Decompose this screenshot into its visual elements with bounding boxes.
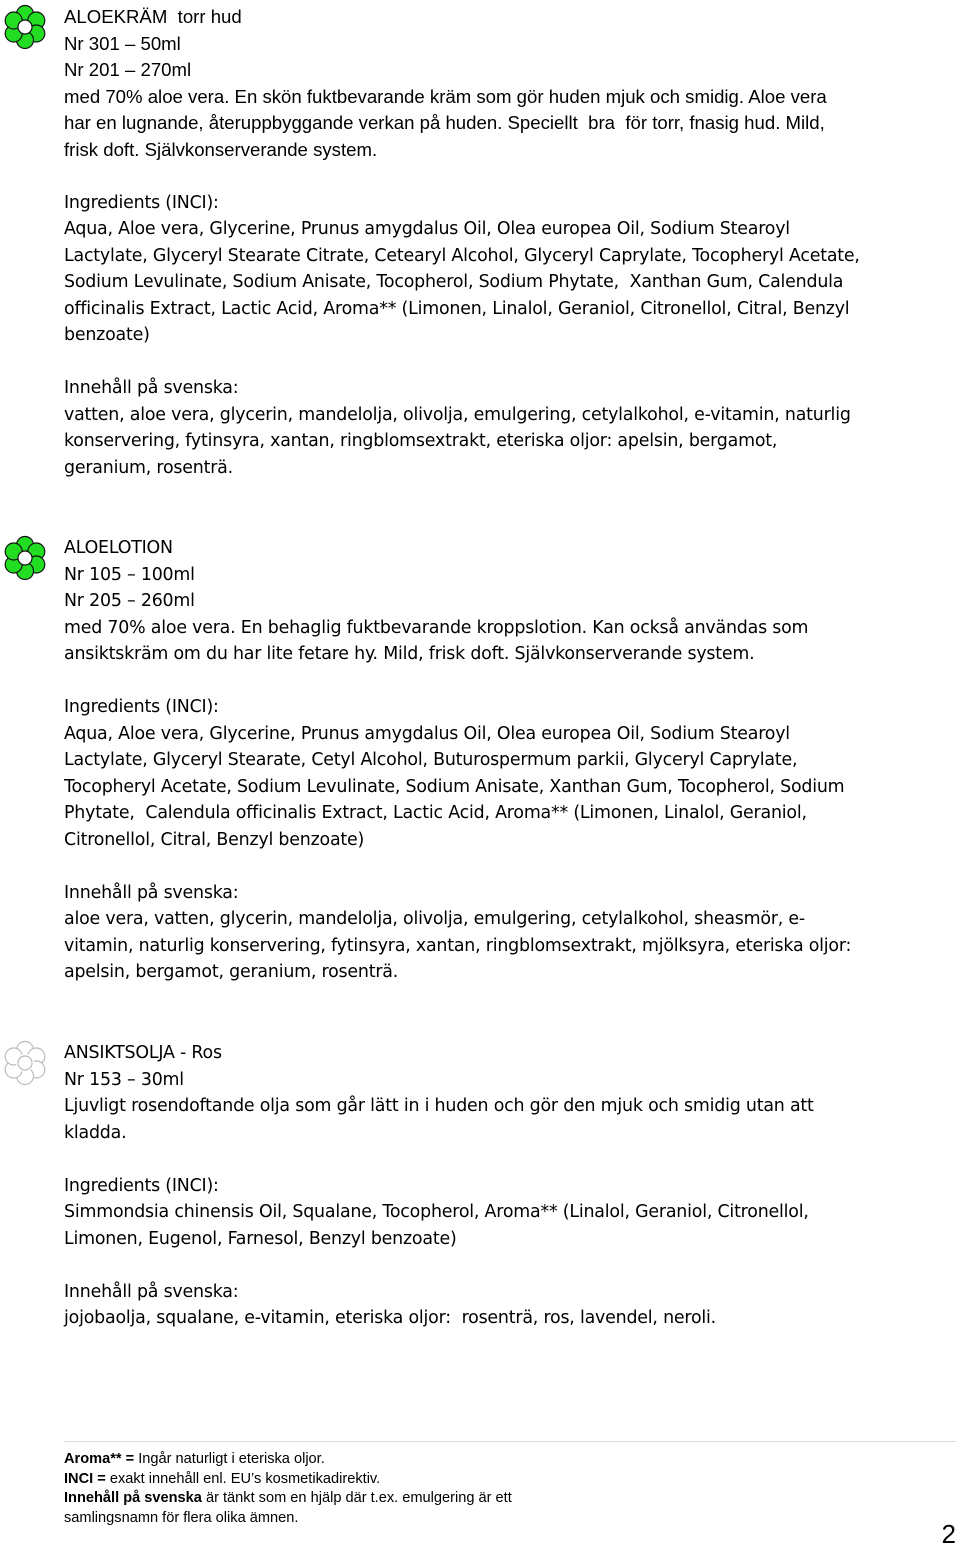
swedish-line: vatten, aloe vera, glycerin, mandelolja, olivolja, emulgering, cetylalkohol, e-vitamin, naturlig	[64, 404, 851, 425]
ingredients-line: Phytate, Calendula officinalis Extract, Lactic Acid, Aroma** (Limonen, Linalol, Geraniol,	[64, 803, 807, 823]
ingredients-line: Limonen, Eugenol, Farnesol, Benzyl benzoate)	[64, 1228, 457, 1249]
product-description: ansiktskräm om du har lite fetare hy. Mild, frisk doft. Självkonserverande system.	[64, 644, 755, 664]
flower-filled-icon	[2, 4, 48, 50]
ingredients-line: Lactylate, Glyceryl Stearate, Cetyl Alcohol, Buturospermum parkii, Glyceryl Caprylate,	[64, 750, 798, 770]
product-ansiktsolja	[64, 1040, 956, 1332]
ingredients-line: officinalis Extract, Lactic Acid, Aroma** (Limonen, Linalol, Geraniol, Citronellol, Citral, Benzyl	[64, 298, 850, 319]
product-aloekram	[64, 4, 956, 481]
footnote-text: exakt innehåll enl. EU’s kosmetikadirektiv.	[109, 1470, 381, 1487]
flower-filled-icon	[2, 535, 48, 581]
product-description: kladda.	[64, 1122, 127, 1143]
product-number: Nr 105 – 100ml	[64, 564, 195, 585]
product-aloelotion	[64, 535, 956, 986]
product-number: Nr 205 – 260ml	[64, 591, 195, 611]
swedish-line: konservering, fytinsyra, xantan, ringblomsextrakt, eteriska oljor: apelsin, bergamot,	[64, 431, 778, 451]
product-description: Ljuvligt rosendoftande olja som går lätt in i huden och gör den mjuk och smidig utan att	[64, 1096, 814, 1116]
footnote-text: är tänkt som en hjälp där t.ex. emulgering är ett	[201, 1490, 512, 1507]
product-description: med 70% aloe vera. En skön fuktbevarande kräm som gör huden mjuk och smidig. Aloe vera	[64, 85, 827, 107]
ingredients-line: Aqua, Aloe vera, Glycerine, Prunus amygdalus Oil, Olea europea Oil, Sodium Stearoyl	[64, 723, 790, 744]
swedish-heading: Innehåll på svenska:	[64, 1281, 239, 1302]
ingredients-line: Tocopheryl Acetate, Sodium Levulinate, Sodium Anisate, Xanthan Gum, Tocopherol, Sodium	[64, 776, 845, 797]
product-number: Nr 201 – 270ml	[64, 59, 192, 80]
product-title: ALOELOTION	[64, 538, 173, 558]
footer-notes	[64, 1450, 956, 1528]
product-title: ALOEKRÄM torr hud	[64, 6, 242, 27]
ingredients-line: Sodium Levulinate, Sodium Anisate, Tocopherol, Sodium Phytate, Xanthan Gum, Calendula	[64, 272, 844, 292]
product-title: ANSIKTSOLJA - Ros	[64, 1043, 222, 1063]
ingredients-heading: Ingredients (INCI):	[64, 192, 219, 213]
ingredients-heading: Ingredients (INCI):	[64, 697, 219, 717]
footnote-inci	[64, 1470, 956, 1490]
flower-outline-icon	[2, 1040, 48, 1086]
product-description: med 70% aloe vera. En behaglig fuktbevarande kroppslotion. Kan också användas som	[64, 617, 809, 638]
page-number: 2	[941, 1519, 956, 1549]
footnote-innehall-cont: samlingsnamn för flera olika ämnen.	[64, 1509, 299, 1526]
footnote-aroma	[64, 1450, 956, 1470]
swedish-heading: Innehåll på svenska:	[64, 882, 239, 903]
footer-divider	[64, 1441, 956, 1442]
footnote-text: Ingår naturligt i eteriska oljor.	[138, 1451, 325, 1467]
ingredients-line: Lactylate, Glyceryl Stearate Citrate, Cetearyl Alcohol, Glyceryl Caprylate, Tocopheryl Acetate,	[64, 245, 860, 266]
swedish-line: jojobaolja, squalane, e-vitamin, eteriska oljor: rosenträ, ros, lavendel, neroli.	[64, 1308, 717, 1328]
swedish-line: geranium, rosenträ.	[64, 457, 233, 478]
footnote-term: INCI =	[64, 1470, 110, 1487]
ingredients-line: Simmondsia chinensis Oil, Squalane, Tocopherol, Aroma** (Linalol, Geraniol, Citronellol,	[64, 1202, 809, 1222]
product-number: Nr 153 – 30ml	[64, 1069, 184, 1090]
ingredients-line: Aqua, Aloe vera, Glycerine, Prunus amygdalus Oil, Olea europea Oil, Sodium Stearoyl	[64, 219, 790, 239]
ingredients-line: Citronellol, Citral, Benzyl benzoate)	[64, 829, 365, 850]
footnote-term: Aroma** =	[64, 1451, 139, 1467]
swedish-line: vitamin, naturlig konservering, fytinsyra, xantan, ringblomsextrakt, mjölksyra, eteriska oljor:	[64, 935, 852, 956]
product-number: Nr 301 – 50ml	[64, 32, 181, 54]
swedish-heading: Innehåll på svenska:	[64, 378, 239, 398]
swedish-line: apelsin, bergamot, geranium, rosenträ.	[64, 962, 399, 982]
ingredients-heading: Ingredients (INCI):	[64, 1175, 219, 1196]
ingredients-line: benzoate)	[64, 325, 150, 345]
product-description: frisk doft. Självkonserverande system.	[64, 138, 378, 160]
product-description: har en lugnande, återuppbyggande verkan på huden. Speciellt bra för torr, fnasig hud. Mild,	[64, 112, 825, 133]
footnote-innehall	[64, 1489, 956, 1509]
swedish-line: aloe vera, vatten, glycerin, mandelolja, olivolja, emulgering, cetylalkohol, sheasmör, e-	[64, 909, 805, 929]
footnote-term: Innehåll på svenska	[64, 1490, 202, 1507]
